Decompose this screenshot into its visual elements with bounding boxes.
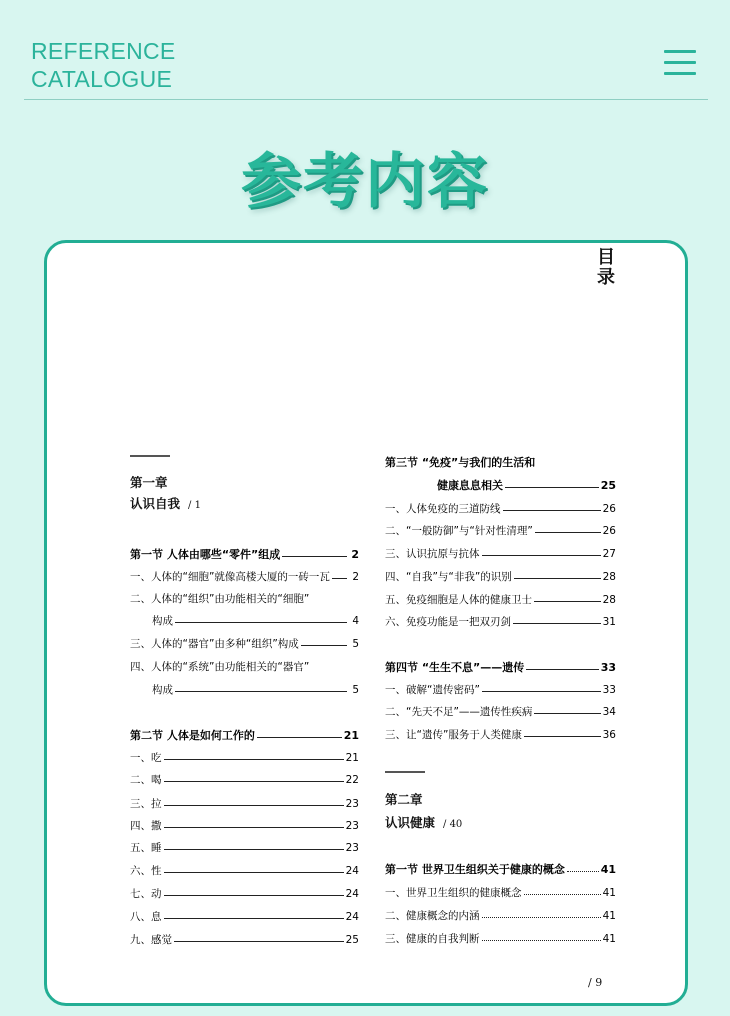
toc-page-number: 21 <box>343 729 359 742</box>
brand-line-1: REFERENCE <box>31 38 176 64</box>
toc-page-number: 33 <box>602 684 616 696</box>
toc-leader-line <box>505 487 599 488</box>
toc-page-number: 5 <box>352 684 359 696</box>
toc-entry-text: 一、人体免疫的三道防线 <box>385 503 501 515</box>
toc-entry-text: 二、“一般防御”与“针对性清理” <box>385 525 533 537</box>
toc-leader-line <box>482 940 601 941</box>
page-number: / 9 <box>588 976 603 989</box>
hamburger-menu-icon[interactable] <box>664 50 696 78</box>
toc-entry-text: 一、破解“遗传密码” <box>385 684 480 696</box>
toc-page-number: 23 <box>345 842 359 854</box>
toc-leader-line <box>503 510 601 511</box>
brand-line-2: CATALOGUE <box>31 66 173 92</box>
toc-page-number: 2 <box>351 548 359 561</box>
toc-section-row[interactable] <box>385 863 616 877</box>
toc-leader-line <box>482 691 601 692</box>
toc-leader-line <box>175 691 347 692</box>
toc-entry-row[interactable] <box>385 547 616 561</box>
toc-section-row[interactable] <box>385 456 616 470</box>
toc-page-number: 24 <box>345 911 359 923</box>
toc-leader-line <box>301 645 347 646</box>
toc-entry-row[interactable] <box>385 909 616 923</box>
chapter-1-page: / 1 <box>188 500 201 511</box>
toc-entry-text: 一、世界卫生组织的健康概念 <box>385 887 522 899</box>
toc-entry-text: 五、睡 <box>130 842 162 854</box>
toc-entry-row[interactable] <box>385 615 616 629</box>
toc-entry-row[interactable] <box>130 592 359 606</box>
toc-leader-line <box>526 669 598 670</box>
toc-entry-text: 二、人体的“组织”由功能相关的“细胞” <box>130 593 310 605</box>
toc-page-number: 41 <box>602 910 616 922</box>
toc-leader-line <box>534 601 601 602</box>
chapter-2-title-text: 认识健康 <box>385 815 436 830</box>
toc-section-row[interactable] <box>385 661 616 675</box>
toc-entry-text: 第一节 世界卫生组织关于健康的概念 <box>385 863 565 876</box>
toc-entry-row[interactable] <box>130 887 359 901</box>
toc-page-number: 25 <box>600 479 616 492</box>
chapter-2-number: 第二章 <box>385 792 423 807</box>
toc-page-number: 5 <box>352 638 359 650</box>
toc-entry-text: 七、动 <box>130 888 162 900</box>
toc-leader-line <box>535 532 601 533</box>
toc-leader-line <box>164 872 344 873</box>
toc-page-number: 23 <box>345 820 359 832</box>
chapter-1-rule <box>130 455 170 457</box>
toc-page-number: 41 <box>600 863 616 876</box>
toc-leader-line <box>482 555 601 556</box>
toc-page-number: 4 <box>352 615 359 627</box>
toc-page-number: 41 <box>602 933 616 945</box>
toc-page-number: 2 <box>352 571 359 583</box>
toc-entry-text: 二、健康概念的内涵 <box>385 910 480 922</box>
toc-page-number: 26 <box>602 525 616 537</box>
toc-page-number: 28 <box>602 594 616 606</box>
toc-entry-row[interactable] <box>385 524 616 538</box>
toc-page-number: 26 <box>602 503 616 515</box>
toc-entry-text: 二、“先天不足”——遗传性疾病 <box>385 706 533 718</box>
toc-leader-line <box>164 918 344 919</box>
toc-entry-row[interactable] <box>130 819 359 833</box>
toc-entry-text: 三、拉 <box>130 798 162 810</box>
chapter-1-number: 第一章 <box>130 475 168 490</box>
toc-section-row[interactable] <box>130 729 359 743</box>
toc-leader-line <box>524 894 601 895</box>
toc-entry-text: 九、感觉 <box>130 934 172 946</box>
header-divider <box>24 99 708 100</box>
toc-leader-line <box>164 895 344 896</box>
toc-leader-line <box>524 736 601 737</box>
toc-entry-text: 一、人体的“细胞”就像高楼大厦的一砖一瓦 <box>130 571 330 583</box>
toc-entry-text: 第一节 人体由哪些“零件”组成 <box>130 548 281 561</box>
toc-heading-char-2: 录 <box>597 267 615 288</box>
toc-entry-row[interactable] <box>385 705 616 719</box>
toc-entry-row[interactable] <box>385 683 616 697</box>
toc-page-number: 33 <box>600 661 616 674</box>
toc-entry-row[interactable] <box>130 751 359 765</box>
toc-page-number: 36 <box>602 729 616 741</box>
toc-entry-text: 三、让“遗传”服务于人类健康 <box>385 729 522 741</box>
toc-entry-text: 三、人体的“器官”由多种“组织”构成 <box>130 638 299 650</box>
toc-entry-text: 健康息息相关 <box>437 479 503 492</box>
toc-entry-text: 四、“自我”与“非我”的识别 <box>385 571 512 583</box>
chapter-1-title <box>130 494 201 512</box>
toc-page-number: 31 <box>602 616 616 628</box>
toc-leader-line <box>513 623 601 624</box>
toc-leader-line <box>174 941 344 942</box>
toc-entry-row[interactable] <box>130 841 359 855</box>
toc-leader-line <box>164 781 344 782</box>
toc-entry-text: 三、健康的自我判断 <box>385 933 480 945</box>
toc-entry-row[interactable] <box>385 502 616 516</box>
toc-page-number: 34 <box>602 706 616 718</box>
toc-entry-text: 五、免疫细胞是人体的健康卫士 <box>385 594 532 606</box>
toc-entry-row[interactable] <box>130 660 359 674</box>
toc-entry-row[interactable] <box>152 614 359 628</box>
toc-entry-text: 六、性 <box>130 865 162 877</box>
toc-section-row[interactable] <box>437 479 616 493</box>
toc-entry-text: 二、喝 <box>130 774 162 786</box>
toc-entry-text: 六、免疫功能是一把双刃剑 <box>385 616 511 628</box>
toc-entry-row[interactable] <box>385 932 616 946</box>
toc-page-number: 41 <box>602 887 616 899</box>
toc-page-number: 23 <box>345 798 359 810</box>
toc-leader-line <box>482 917 601 918</box>
toc-entry-row[interactable] <box>130 570 359 584</box>
toc-page-number: 27 <box>602 548 616 560</box>
toc-entry-text: 八、息 <box>130 911 162 923</box>
brand-logo-text <box>31 37 176 93</box>
toc-entry-text: 一、吃 <box>130 752 162 764</box>
toc-leader-line <box>164 827 344 828</box>
toc-entry-row[interactable] <box>385 886 616 900</box>
toc-leader-line <box>514 578 601 579</box>
toc-entry-row[interactable] <box>130 797 359 811</box>
toc-leader-line <box>332 578 347 579</box>
toc-entry-row[interactable] <box>130 773 359 787</box>
toc-entry-text: 第二节 人体是如何工作的 <box>130 729 255 742</box>
toc-leader-line <box>164 805 344 806</box>
toc-entry-text: 四、撒 <box>130 820 162 832</box>
toc-leader-line <box>164 849 344 850</box>
toc-entry-text: 构成 <box>152 684 173 696</box>
toc-entry-row[interactable] <box>130 910 359 924</box>
toc-leader-line <box>164 759 344 760</box>
toc-heading-char-1: 目 <box>597 247 615 268</box>
toc-page-number: 25 <box>345 934 359 946</box>
toc-entry-row[interactable] <box>130 933 359 947</box>
toc-leader-line <box>175 622 347 623</box>
toc-leader-line <box>257 737 342 738</box>
toc-entry-row[interactable] <box>152 683 359 697</box>
chapter-2-page: / 40 <box>443 819 463 830</box>
toc-page-number: 21 <box>345 752 359 764</box>
toc-entry-row[interactable] <box>385 593 616 607</box>
toc-entry-text: 第三节 “免疫”与我们的生活和 <box>385 456 536 469</box>
toc-leader-line <box>534 713 600 714</box>
toc-heading <box>594 248 618 288</box>
chapter-1-title-text: 认识自我 <box>130 496 181 511</box>
toc-page-number: 28 <box>602 571 616 583</box>
toc-section-row[interactable] <box>130 548 359 562</box>
toc-leader-line <box>567 871 599 872</box>
page-title: 参考内容 <box>241 147 489 217</box>
toc-entry-text: 四、人体的“系统”由功能相关的“器官” <box>130 661 310 673</box>
toc-entry-row[interactable] <box>385 570 616 584</box>
toc-leader-line <box>282 556 347 557</box>
chapter-2-title <box>385 813 462 831</box>
toc-entry-text: 构成 <box>152 615 173 627</box>
toc-page-number: 24 <box>345 865 359 877</box>
toc-page-number: 22 <box>345 774 359 786</box>
toc-entry-row[interactable] <box>130 637 359 651</box>
toc-entry-row[interactable] <box>385 728 616 742</box>
toc-entry-row[interactable] <box>130 864 359 878</box>
toc-entry-text: 三、认识抗原与抗体 <box>385 548 480 560</box>
toc-page-number: 24 <box>345 888 359 900</box>
toc-entry-text: 第四节 “生生不息”——遗传 <box>385 661 525 674</box>
chapter-2-rule <box>385 771 425 773</box>
